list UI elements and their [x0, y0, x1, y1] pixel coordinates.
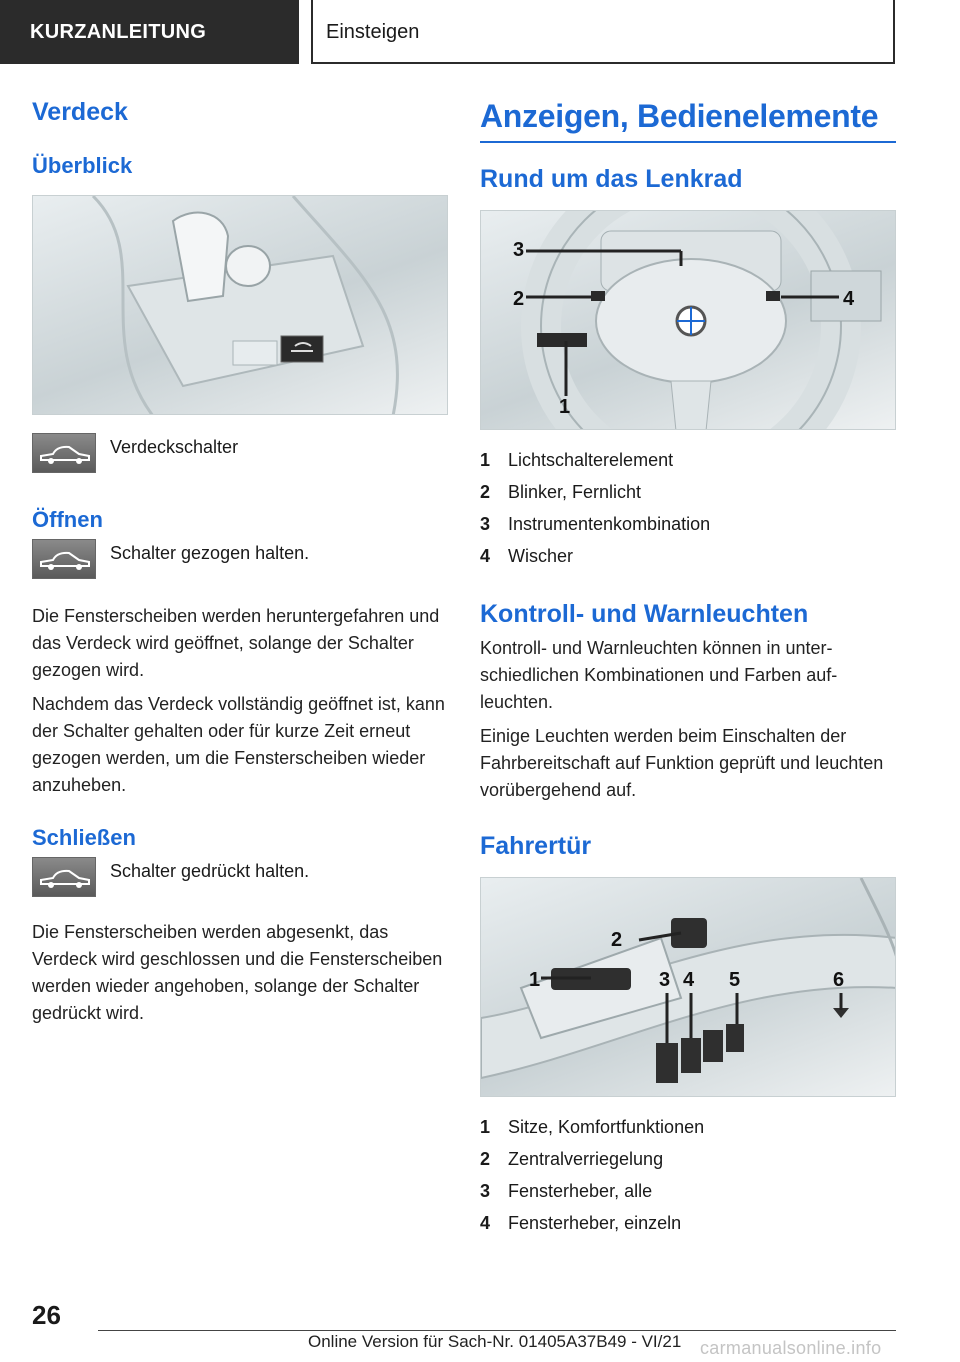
title-rule	[480, 141, 896, 143]
convertible-roof-icon	[32, 857, 96, 897]
warn-paragraph-1: Kontroll- und Warnleuchten können in unterschiedlichen Kombinationen und Farben aufleuchten.	[480, 638, 838, 712]
header-tabs	[0, 0, 960, 66]
subsection-lenkrad: Rund um das Lenkrad	[480, 165, 743, 193]
steering-callout-1: 1	[559, 396, 571, 418]
close-instruction-row	[32, 857, 448, 897]
convertible-roof-icon	[32, 539, 96, 579]
list-item: 4 Fensterheber, einzeln	[480, 1213, 682, 1233]
convertible-roof-icon	[32, 433, 96, 473]
warn-paragraph-2: Einige Leuchten werden beim Einschalten der Fahrbereitschaft auf Funktion geprüft und leuchten vorübergehend auf.	[480, 726, 884, 800]
door-callout-3: 3	[659, 969, 671, 991]
steering-callout-4: 4	[843, 288, 855, 310]
footer-rule	[98, 1330, 896, 1331]
door-callout-2: 2	[611, 929, 623, 951]
list-item: 2 Zentralverriegelung	[480, 1149, 664, 1169]
open-instruction: Schalter gezogen halten.	[110, 543, 310, 563]
console-photo	[32, 195, 448, 415]
door-callout-1: 1	[529, 969, 541, 991]
right-column	[480, 98, 896, 1239]
door-callout-6: 6	[833, 969, 845, 991]
list-item: 1 Sitze, Komfortfunktionen	[480, 1117, 705, 1137]
steering-legend	[480, 444, 896, 572]
list-item: 2 Blinker, Fernlicht	[480, 482, 642, 502]
list-item: 3 Fensterheber, alle	[480, 1181, 653, 1201]
subsection-warnleuchten: Kontroll- und Warnleuchten	[480, 600, 809, 628]
door-legend	[480, 1111, 896, 1239]
watermark: carmanualsonline.info	[700, 1338, 882, 1358]
door-callout-4: 4	[683, 969, 695, 991]
tab-einsteigen[interactable]: Einsteigen	[311, 0, 895, 64]
close-instruction: Schalter gedrückt halten.	[110, 861, 310, 881]
subsection-fahrertuer: Fahrertür	[480, 832, 592, 860]
caption-row	[32, 433, 448, 473]
close-paragraph-1: Die Fensterscheiben werden abgesenkt, das Verdeck wird geschlossen und die Fensterscheiben werden wieder angehoben, solange der Schalter gedrückt wird.	[32, 922, 443, 1023]
open-paragraph-2: Nachdem das Verdeck vollständig geöffnet ist, kann der Schalter gehalten oder für kurze Zeit erneut gezogen werden, um die Fensterscheiben wieder anzuheben.	[32, 694, 445, 795]
subsection-schliessen: Schließen	[32, 825, 136, 850]
photo-caption: Verdeckschalter	[110, 437, 239, 457]
section-title-verdeck: Verdeck	[32, 98, 128, 126]
subsection-oeffnen: Öffnen	[32, 507, 103, 532]
page-number: 26	[32, 1300, 61, 1330]
open-instruction-row	[32, 539, 448, 579]
open-paragraph-1: Die Fensterscheiben werden heruntergefahren und das Verdeck wird geöffnet, solange der Schalter gezogen wird.	[32, 606, 440, 680]
subsection-ueberblick: Überblick	[32, 153, 133, 178]
driver-door-photo	[480, 877, 896, 1097]
list-item: 4 Wischer	[480, 546, 574, 566]
list-item: 1 Lichtschalterelement	[480, 450, 674, 470]
steering-callout-3: 3	[513, 239, 525, 261]
tab-kurzanleitung[interactable]: KURZANLEITUNG	[0, 0, 299, 64]
left-column	[32, 98, 448, 1027]
list-item: 3 Instrumentenkombination	[480, 514, 711, 534]
door-callout-5: 5	[729, 969, 741, 991]
steering-wheel-photo	[480, 210, 896, 430]
steering-callout-2: 2	[513, 288, 525, 310]
section-title-anzeigen: Anzeigen, Bedienelemente	[480, 98, 879, 134]
footer-version: Online Version für Sach-Nr. 01405A37B49 - VI/21	[308, 1332, 682, 1351]
